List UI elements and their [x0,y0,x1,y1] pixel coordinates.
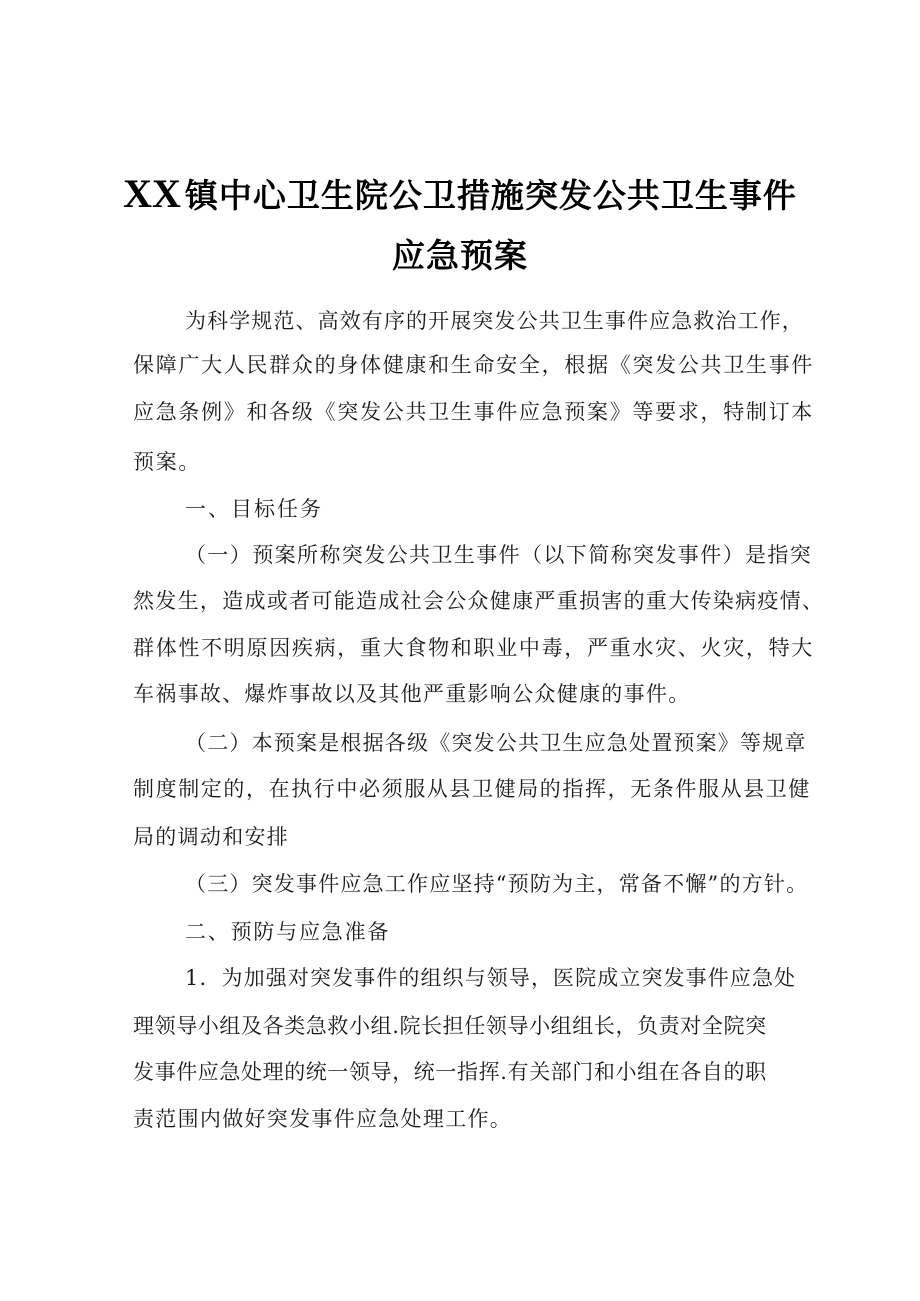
item-1-line-4: 车祸事故、爆炸事故以及其他严重影响公众健康的事件。 [133,682,691,706]
point-1-line-1: 1．为加强对突发事件的组织与领导，医院成立突发事件应急处 [185,966,797,990]
title-prefix: XX [123,171,181,216]
item-2-line-3: 局的调动和安排 [133,825,290,849]
document-title-line-2: 应急预案 [392,236,528,275]
item-2-line-1: （二）本预案是根据各级《突发公共卫生应急处置预案》等规章 [185,731,807,755]
point-1-line-3: 发事件应急处理的统一领导，统一指挥.有关部门和小组在各自的职 [133,1060,767,1084]
intro-line-3: 应急条例》和各级《突发公共卫生事件应急预案》等要求，特制订本 [133,400,814,424]
intro-line-4: 预案。 [133,450,202,474]
item-2-line-2: 制度制定的，在执行中必须服从县卫健局的指挥，无条件服从县卫健 [133,777,811,801]
item-1-line-2: 然发生，造成或者可能造成社会公众健康严重损害的重大传染病疫情、 [133,589,825,613]
item-3-line-1: （三）突发事件应急工作应坚持“预防为主，常备不懈”的方针。 [185,872,809,896]
section-2-heading: 二、预防与应急准备 [185,920,391,944]
intro-line-2: 保障广大人民群众的身体健康和生命安全，根据《突发公共卫生事件 [133,353,814,377]
section-1-heading: 一、目标任务 [185,497,323,521]
item-1-line-3: 群体性不明原因疾病，重大食物和职业中毒，严重水灾、火灾，特大 [133,636,814,660]
point-1-line-4: 责范围内做好突发事件应急处理工作。 [133,1107,513,1131]
document-title-line-1 [100,170,820,217]
title-main: 镇中心卫生院公卫措施突发公共卫生事件 [184,176,797,215]
intro-line-1: 为科学规范、高效有序的开展突发公共卫生事件应急救治工作， [185,309,804,333]
point-1-line-2: 理领导小组及各类急救小组.院长担任领导小组组长，负责对全院突 [133,1014,767,1038]
item-1-line-1: （一）预案所称突发公共卫生事件（以下简称突发事件）是指突 [185,543,813,567]
